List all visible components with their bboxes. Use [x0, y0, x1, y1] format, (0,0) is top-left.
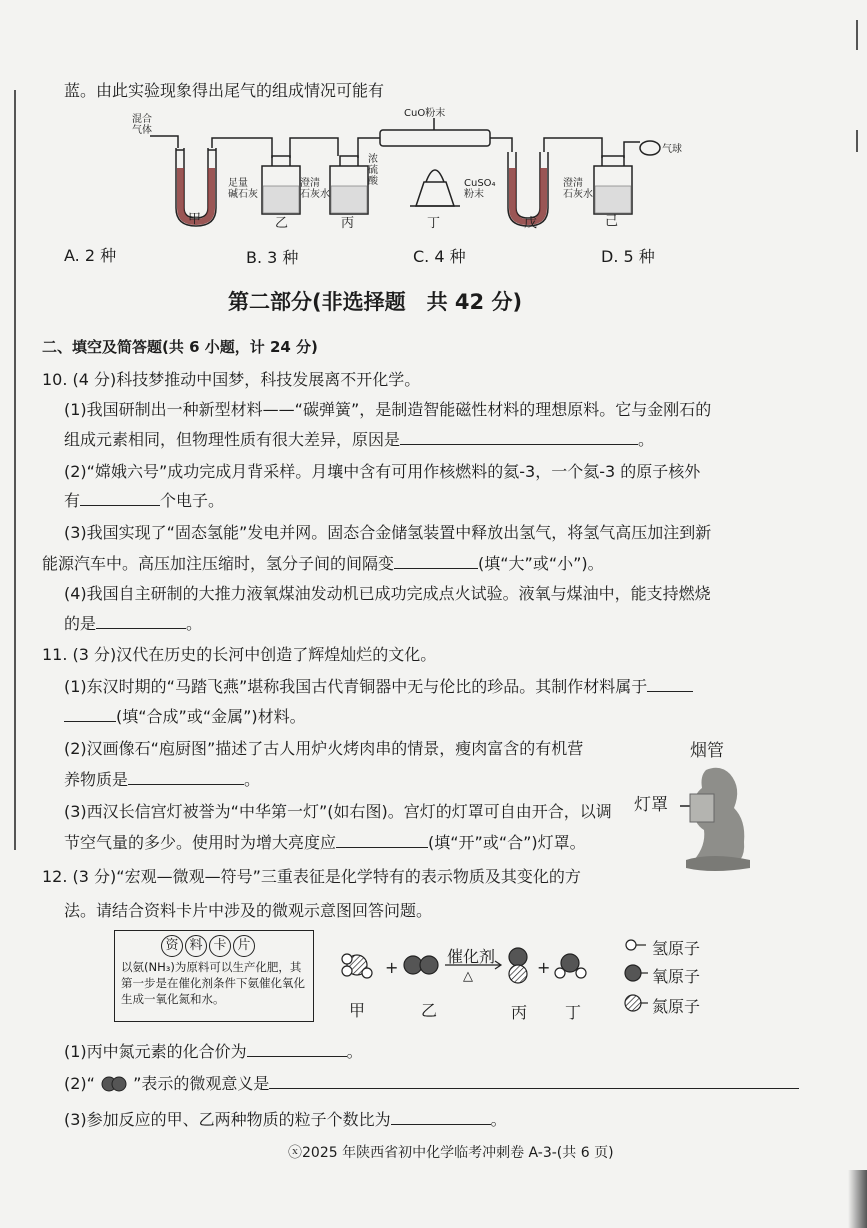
- q12-s3-line: [64, 1107, 507, 1130]
- q12-blank-1[interactable]: [247, 1042, 347, 1057]
- q11-s3b-line: [64, 830, 586, 853]
- q11-blank-1b[interactable]: [64, 707, 116, 722]
- q11-s1b-line: [64, 704, 306, 727]
- lamp-label-pipe: 烟管: [690, 741, 724, 761]
- plus-2: +: [537, 958, 551, 977]
- period: 。: [346, 1042, 363, 1061]
- card-title-char-1: 资: [161, 935, 183, 957]
- option-b: B. 3 种: [246, 248, 299, 267]
- reagent-2: 澄清 石灰水: [300, 178, 330, 200]
- cuo-label: CuO粉末: [404, 108, 446, 119]
- q10-s1b-line: [64, 427, 654, 450]
- q10-blank-2[interactable]: [80, 491, 160, 506]
- gas-in-label: 混合 气体: [132, 114, 152, 136]
- label-jia: 甲: [188, 212, 202, 227]
- card-title: [161, 935, 255, 957]
- q10-s2b-line: [64, 488, 224, 511]
- q12-stem-b: 法。请结合资料卡片中涉及的微观示意图回答问题。: [64, 901, 433, 920]
- q10-s3a: (3)我国实现了“固态氢能”发电并网。固态合金储氢装置中释放出氢气，将氢气高压加注到新: [64, 523, 712, 542]
- label-bing: 丙: [341, 216, 355, 231]
- margin-line: [14, 90, 16, 850]
- heat-label: △: [463, 969, 473, 984]
- card-title-char-3: 卡: [209, 935, 231, 957]
- q10-s1a: (1)我国研制出一种新型材料——“碳弹簧”，是制造智能磁性材料的理想原料。它与金刚石的: [64, 400, 712, 419]
- plus-1: +: [385, 958, 399, 977]
- part2-title: 第二部分(非选择题 共 42 分): [228, 290, 523, 314]
- q11-blank-1a[interactable]: [647, 677, 693, 692]
- period: 。: [244, 770, 261, 789]
- q11-s2a: (2)汉画像石“庖厨图”描述了古人用炉火烤肉串的情景，瘦肉富含的有机营: [64, 739, 584, 758]
- q12-s2a: (2)“: [64, 1074, 95, 1093]
- q12-s1-line: [64, 1039, 363, 1062]
- q11-s2b-line: [64, 767, 260, 790]
- page-footer: ⓧ2025 年陕西省初中化学临考冲刺卷 A-3-(共 6 页): [288, 1145, 614, 1161]
- q10-s3c: (填“大”或“小”)。: [478, 554, 604, 573]
- exhaust-label: 气球: [662, 144, 682, 155]
- q10-s4b-line: [64, 611, 202, 634]
- card-title-char-2: 料: [185, 935, 207, 957]
- lamp-label-shade: 灯罩: [634, 795, 668, 815]
- q11-blank-2[interactable]: [128, 770, 244, 785]
- oxygen-molecule-icon: [100, 1074, 128, 1092]
- legend-n: 氮原子: [652, 997, 701, 1016]
- reagent-1: 足量 碱石灰: [228, 178, 258, 200]
- period: 。: [490, 1110, 507, 1129]
- q10-s2c: 个电子。: [160, 491, 225, 510]
- data-card: [114, 930, 314, 1022]
- q10-s2b: 有: [64, 491, 81, 510]
- label-yi: 乙: [275, 216, 289, 231]
- legend-h: 氢原子: [652, 939, 701, 958]
- q12-stem-a: 12. (3 分)“宏观—微观—符号”三重表征是化学特有的表示物质及其变化的方: [42, 867, 581, 886]
- q12-s1: (1)丙中氮元素的化合价为: [64, 1042, 247, 1061]
- q12-s3: (3)参加反应的甲、乙两种物质的粒子个数比为: [64, 1110, 391, 1129]
- q11-blank-3[interactable]: [336, 833, 428, 848]
- q10-blank-4[interactable]: [96, 614, 186, 629]
- corner-shadow: [848, 1170, 867, 1228]
- q10-stem: 10. (4 分)科技梦推动中国梦，科技发展离不开化学。: [42, 370, 421, 389]
- species-jia: 甲: [349, 1001, 366, 1020]
- q10-s3b: 能源汽车中。高压加注压缩时，氢分子间的间隔变: [42, 554, 395, 573]
- card-text: 以氨(NH₃)为原料可以生产化肥，其第一步是在催化剂条件下氨催化氧化生成一氧化氮和水。: [121, 960, 305, 1006]
- legend-symbols: [622, 930, 652, 1020]
- q10-blank-1[interactable]: [400, 430, 638, 445]
- period: 。: [638, 430, 655, 449]
- option-d: D. 5 种: [601, 247, 655, 266]
- q11-s2b: 养物质是: [64, 770, 129, 789]
- q10-blank-3[interactable]: [394, 554, 478, 569]
- q11-s3a: (3)西汉长信宫灯被誉为“中华第一灯”(如右图)。宫灯的灯罩可自由开合，以调: [64, 802, 612, 821]
- option-c: C. 4 种: [413, 247, 466, 266]
- label-ding: 丁: [427, 216, 441, 231]
- species-yi: 乙: [421, 1001, 438, 1020]
- catalyst-label: 催化剂: [447, 947, 496, 966]
- q12-blank-3[interactable]: [391, 1110, 491, 1125]
- q11-s1a-line: [64, 674, 693, 697]
- card-title-char-4: 片: [233, 935, 255, 957]
- q12-s2b: ”表示的微观意义是: [133, 1074, 270, 1093]
- q12-s2-line: [64, 1071, 799, 1094]
- reagent-4: CuSO₄ 粉末: [464, 178, 496, 200]
- section-title: 二、填空及简答题(共 6 小题，计 24 分): [42, 338, 318, 356]
- legend-o: 氧原子: [652, 967, 701, 986]
- margin-mark-2: [856, 130, 858, 152]
- species-bing: 丙: [511, 1003, 528, 1022]
- q10-s3b-line: [42, 551, 604, 574]
- species-ding: 丁: [565, 1003, 582, 1022]
- q11-stem: 11. (3 分)汉代在历史的长河中创造了辉煌灿烂的文化。: [42, 645, 437, 664]
- top-line: 蓝。由此实验现象得出尾气的组成情况可能有: [64, 81, 385, 100]
- label-ji: 己: [605, 214, 619, 229]
- q11-s1a: (1)东汉时期的“马踏飞燕”堪称我国古代青铜器中无与伦比的珍品。其制作材料属于: [64, 677, 648, 696]
- q10-s1b: 组成元素相同，但物理性质有很大差异，原因是: [64, 430, 401, 449]
- q11-s1b: (填“合成”或“金属”)材料。: [116, 707, 306, 726]
- option-a: A. 2 种: [64, 246, 117, 265]
- label-wu: 戊: [524, 216, 538, 231]
- q10-s2a: (2)“嫦娥六号”成功完成月背采样。月壤中含有可用作核燃料的氦-3，一个氦-3 的原子核外: [64, 462, 701, 481]
- q10-s4b: 的是: [64, 614, 97, 633]
- q12-blank-2[interactable]: [269, 1074, 799, 1089]
- palace-lamp-image: [672, 764, 768, 874]
- reagent-3: 浓 硫 酸: [368, 154, 378, 187]
- reagent-5: 澄清 石灰水: [563, 178, 593, 200]
- q11-s3b: 节空气量的多少。使用时为增大亮度应: [64, 833, 337, 852]
- q11-s3c: (填“开”或“合”)灯罩。: [428, 833, 586, 852]
- period: 。: [186, 614, 203, 633]
- margin-mark: [856, 20, 858, 50]
- q10-s4a: (4)我国自主研制的大推力液氧煤油发动机已成功完成点火试验。液氧与煤油中，能支持燃烧: [64, 584, 711, 603]
